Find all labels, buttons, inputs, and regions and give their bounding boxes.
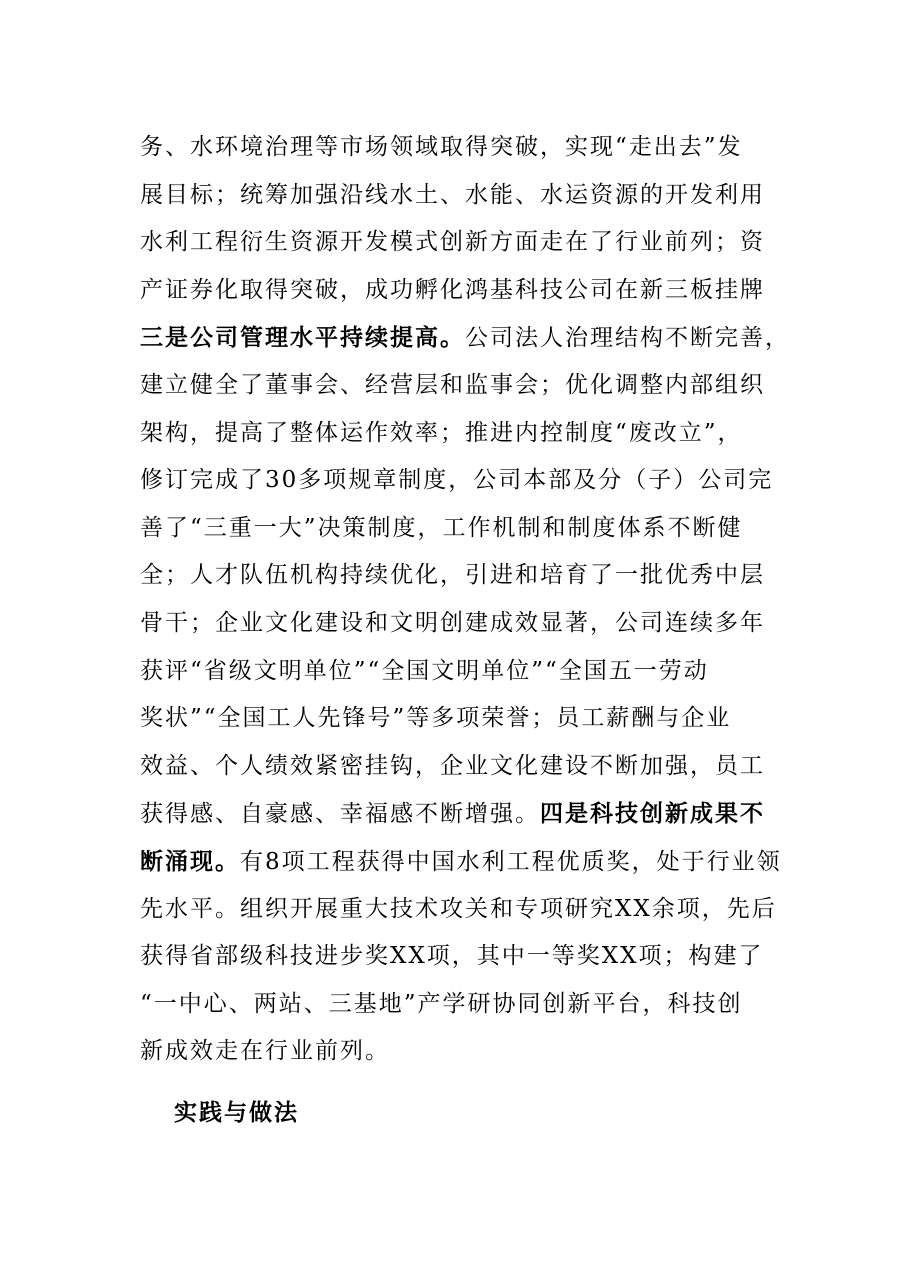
bold-point-four: 四是科技创新成果不 (540, 800, 765, 828)
text-line: 骨干；企业文化建设和文明创建成效显著，公司连续多年 (140, 609, 765, 636)
bold-point-four-end: 断涌现。 (140, 847, 240, 875)
section-heading: 实践与做法 (174, 1099, 299, 1126)
text-line: 获得感、自豪感、幸福感不断增强。四是科技创新成果不 (140, 800, 765, 828)
text-line: 务、水环境治理等市场领域取得突破，实现“走出去”发 (140, 134, 743, 160)
text-line: 效益、个人绩效紧密挂钩，企业文化建设不断加强，员工 (140, 752, 765, 779)
body-paragraph (140, 124, 790, 1076)
text-line: 修订完成了30多项规章制度，公司本部及分（子）公司完 (140, 467, 774, 494)
text-line: 获得省部级科技进步奖XX项，其中一等奖XX项；构建了 (140, 943, 764, 970)
text-line: 展目标；统筹加强沿线水土、水能、水运资源的开发利用 (140, 181, 765, 208)
text-line: 新成效走在行业前列。 (140, 1038, 390, 1065)
text-line: 先水平。组织开展重大技术攻关和专项研究XX余项，先后 (140, 895, 777, 922)
bold-point-three: 三是公司管理水平持续提高。 (140, 324, 465, 352)
text-line: 断涌现。有8项工程获得中国水利工程优质奖，处于行业领 (140, 847, 782, 875)
text-line: 建立健全了董事会、经营层和监事会；优化调整内部组织 (140, 371, 765, 398)
text-line: 水利工程衍生资源开发模式创新方面走在了行业前列；资 (140, 229, 765, 256)
text-line: 全；人才队伍机构持续优化，引进和培育了一批优秀中层 (140, 562, 765, 589)
text-line: 奖状”“全国工人先锋号”等多项荣誉；员工薪酬与企业 (140, 705, 732, 732)
text-line: “一中心、两站、三基地”产学研协同创新平台，科技创 (140, 990, 743, 1017)
text-line: 三是公司管理水平持续提高。公司法人治理结构不断完善， (140, 324, 790, 352)
text-line: 善了“三重一大”决策制度，工作机制和制度体系不断健 (140, 514, 743, 541)
text-line: 获评“省级文明单位”“全国文明单位”“全国五一劳动 (140, 657, 709, 684)
text-line: 架构，提高了整体运作效率；推进内控制度“废改立”， (140, 419, 743, 446)
text-line: 产证券化取得突破，成功孵化鸿基科技公司在新三板挂牌 (140, 276, 765, 303)
